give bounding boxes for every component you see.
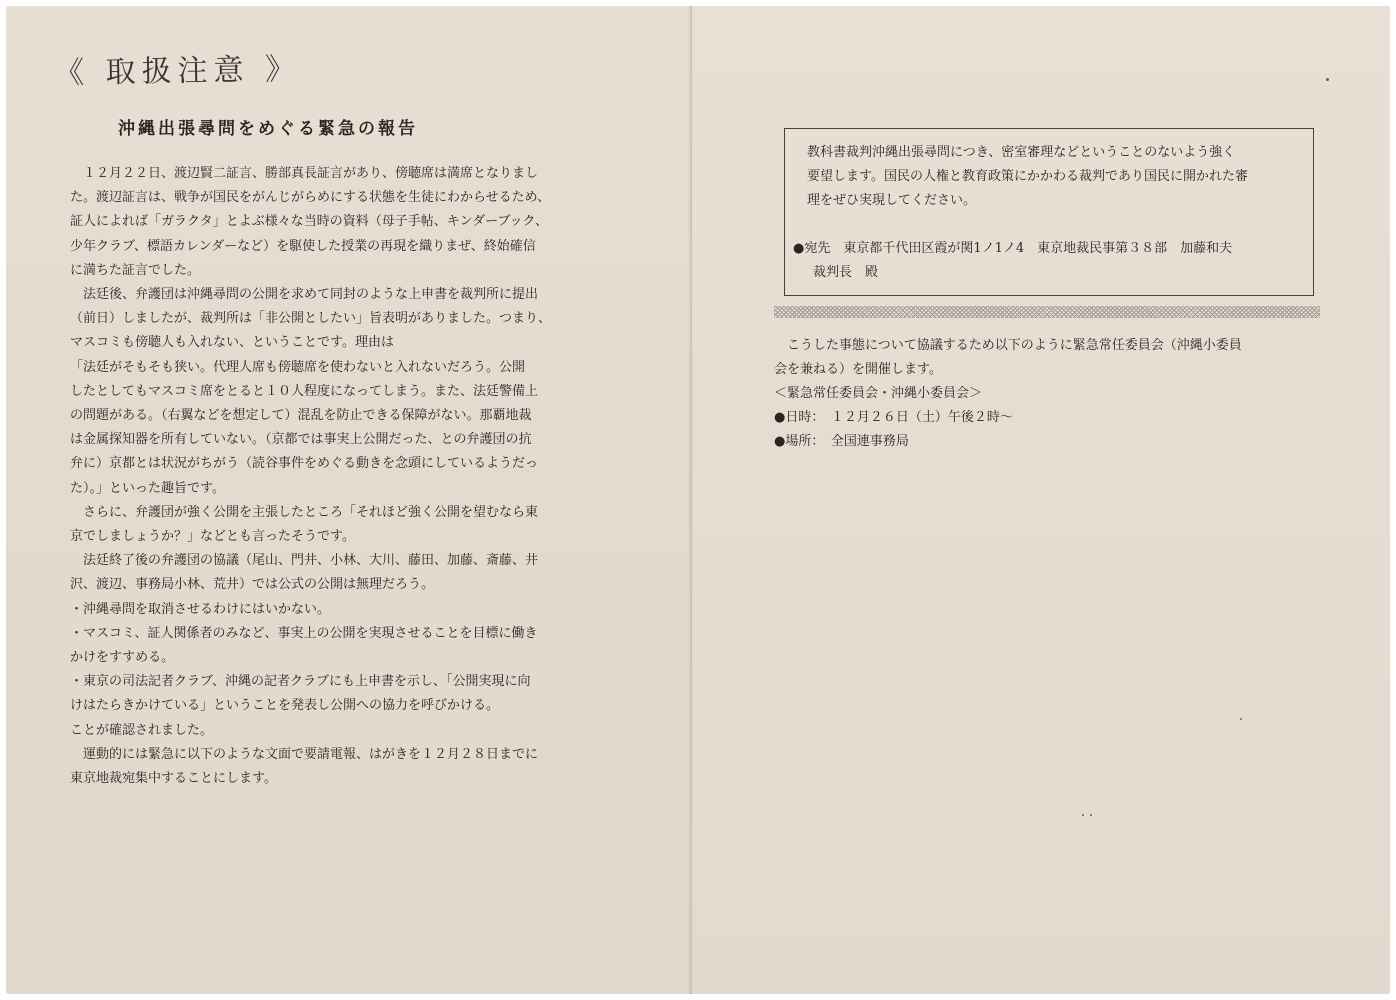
body-line: 少年クラブ、標語カレンダーなど）を駆使した授業の再現を織りまぜ、終始確信 — [70, 238, 536, 254]
notice-line: こうした事態について協議するため以下のように緊急常任委員会（沖縄小委員 — [774, 338, 1242, 353]
body-line: 法廷後、弁護団は沖縄尋問の公開を求めて同封のような上申書を裁判所に提出 — [70, 287, 539, 303]
body-line: 運動的には緊急に以下のような文面で要請電報、はがきを１２月２８日までに — [70, 746, 539, 762]
telegram-line: 要望します。国民の人権と教育政策にかかわる裁判であり国民に開かれた審 — [807, 169, 1248, 184]
meeting-date: ●日時： １２月２６日（土）午後２時～ — [774, 410, 1013, 425]
telegram-text-box — [784, 128, 1314, 296]
address-line: 裁判長 殿 — [813, 265, 879, 280]
body-line: ことが確認されました。 — [70, 722, 214, 738]
handwritten-confidential-note: 《 取扱注意 》 — [53, 51, 302, 92]
body-line: 「法廷がそもそも狭い。代理人席も傍聴席を使わないと入れないだろう。公開 — [70, 359, 526, 375]
paper-speck — [1240, 718, 1242, 720]
body-line: けはたらきかけている」ということを発表し公開への協力を呼びかける。 — [70, 698, 500, 714]
body-line: ・沖縄尋問を取消させるわけにはいかない。 — [70, 601, 331, 617]
hatched-divider — [774, 306, 1320, 318]
body-line: 法廷終了後の弁護団の協議（尾山、門井、小林、大川、藤田、加藤、斎藤、井 — [70, 553, 539, 569]
left-page — [6, 6, 692, 994]
notice-line: 会を兼ねる）を開催します。 — [774, 362, 942, 377]
body-line: 証人によれば「ガラクタ」とよぶ様々な当時の資料（母子手帖、キンダーブック、 — [70, 214, 549, 230]
body-line: １２月２２日、渡辺賢二証言、勝部真長証言があり、傍聴席は満席となりまし — [70, 166, 539, 181]
body-line: さらに、弁護団が強く公開を主張したところ「それほど強く公開を望むなら東 — [70, 504, 539, 520]
telegram-text — [807, 141, 1299, 213]
telegram-line: 教科書裁判沖縄出張尋問につき、密室審理などということのないよう強く — [807, 145, 1236, 160]
meeting-notice — [774, 334, 1334, 454]
body-line: 京でしましょうか？」などとも言ったそうです。 — [70, 529, 355, 545]
meeting-place: ●場所： 全国連事務局 — [774, 434, 909, 449]
right-page — [692, 6, 1390, 994]
body-line: 弁に）京都とは状況がちがう（読谷事件をめぐる動きを念頭にしているようだっ — [70, 456, 539, 472]
address-line: ●宛先 東京都千代田区霞が関1ノ1ノ4 東京地裁民事第３８部 加藤和夫 — [793, 241, 1233, 256]
body-line: 沢、渡辺、事務局小林、荒井）では公式の公開は無理だろう。 — [70, 577, 435, 593]
telegram-line: 理をぜひ実現してください。 — [807, 193, 977, 208]
body-line: （前日）しましたが、裁判所は「非公開としたい」旨表明がありました。つまり、 — [70, 311, 552, 327]
paper-speck — [1326, 78, 1329, 81]
body-line: ・東京の司法記者クラブ、沖縄の記者クラブにも上申書を示し、「公開実現に向 — [70, 674, 531, 690]
report-title: 沖縄出張尋問をめぐる緊急の報告 — [118, 119, 418, 139]
recipient-address — [793, 237, 1303, 285]
body-line: かけをすすめる。 — [70, 650, 175, 666]
body-line: したとしてもマスコミ席をとると１０人程度になってしまう。また、法廷警備上 — [70, 383, 539, 399]
paper-speck — [1082, 814, 1084, 816]
body-line: た。渡辺証言は、戦争が国民をがんじがらめにする状態を生徒にわからせるため、 — [70, 190, 551, 206]
report-body — [70, 162, 630, 791]
body-line: に満ちた証言でした。 — [70, 262, 201, 278]
body-line: マスコミも傍聴人も入れない、ということです。理由は — [70, 335, 394, 351]
body-line: た）。」といった趣旨です。 — [70, 480, 225, 496]
paper-speck — [1090, 814, 1092, 816]
body-line: は金属探知器を所有していない。（京都では事実上公開だった、との弁護団の抗 — [70, 432, 532, 448]
body-line: 東京地裁宛集中することにします。 — [70, 771, 277, 787]
meeting-name: ＜緊急常任委員会・沖縄小委員会＞ — [774, 386, 983, 401]
body-line: ・マスコミ、証人関係者のみなど、事実上の公開を実現させることを目標に働き — [70, 625, 538, 641]
document-spread — [6, 6, 1390, 994]
body-line: の問題がある。（右翼などを想定して）混乱を防止できる保障がない。那覇地裁 — [70, 408, 532, 424]
